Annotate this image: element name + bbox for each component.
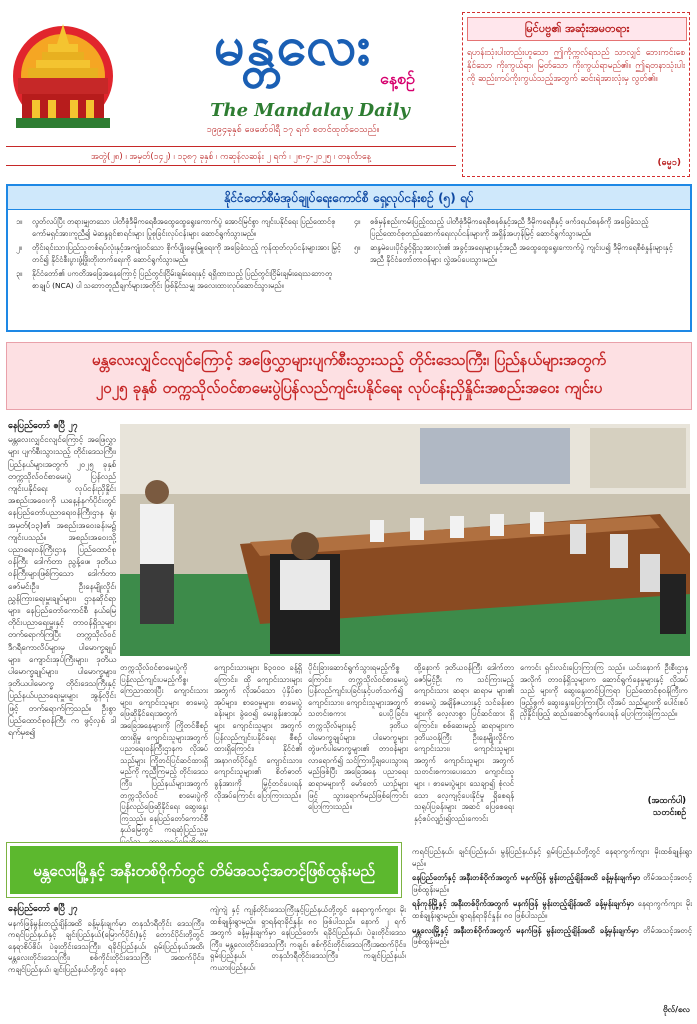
main-headline-line2: ၂၀၂၅ ခုနှစ် တက္ကသိုလ်ဝင်စာမေးပွဲပြန်လည်ကျင်းပနိုင်ရေး လုပ်ငန်းညှိနှိုင်းအစည်းအဝေး ကျင်းပ [95,379,603,397]
masthead-subtitle: နေ့စဉ် [380,69,415,88]
motto-body: ရဟန်းသုံးပါးတည်းဟူသော ဤကိုက္ကလ်ရသည် သာလျှင် ဘေးကင်းစေနိုင်သော ကိုးကွယ်ရာ၊ မြတ်သော ကိုးကွယ်ရာမည်၏။ ဤရတနာသုံးပါးကို ဆည်းကပ်ကိုးကွယ်သည့်အတွက် ဆင်းရဲအားလုံးမှ လွတ်၏။ [467,48,685,84]
objective-number: ၃။ [16,269,23,278]
weather-headline-text: မန္တလေးမြို့နှင့် အနီးတစ်ဝိုက်တွင် တိမ်အသင့်အတင့်ဖြစ်ထွန်းမည် [10,846,398,894]
objective-text: ဆန္ဒမဲပေးပိုင်ခွင့်ရှိသူအားလုံး၏ အခွင့်အရေးများနှင့်အညီ အထွေထွေရွေးကောက်ပွဲ ကျင်းပ၍ ဒီမိုကရေစီစံနှုန်းများနှင့်အညီ နိုင်ငံတော်တာဝန်များ လွှဲအပ်ပေးသွားမည်။ [370,243,673,264]
article2-p3-text: တိမ်အသင့်အတင့်ဖြစ်ထွန်းမည်။ [412,925,692,947]
objective-text: နိုင်ငံတော်၏ ပကတိအခြေအနေကြောင့် ပြည်တွင်းငြိမ်းချမ်းရေးနှင့် ရရှိထားသည့် ပြည်တွင်းငြိမ်းချမ်းရေးသဘောတူစာချုပ် (NCA) ပါ သဘောတူညီချက်များအတိုင်း ဖြစ်နိုင်သမျှ အလေးထားလုပ်ဆောင်သွားမည်။ [32,269,333,290]
main-headline [6,342,692,410]
objectives-box [6,184,692,332]
article2-p1-label: နေပြည်တော်နှင့် အနီးတစ်ဝိုက်အတွက် မနက်ဖြန် မွန်းတည့်ချိန်အထိ ခန့်မှန်းချက်မှာ [412,873,640,883]
objective-number: ၄။ [354,217,361,226]
article1-col1-text: မန္တလေးလျှင်ငလျင်ကြောင့် အဖြေလွှာများ ပျက်စီးသွားသည့် တိုင်းဒေသကြီး၊ ပြည်နယ်များအတွက် ၂၀၂၅ ခုနှစ် တက္ကသိုလ်ဝင်စာမေးပွဲ ပြန်လည်ကျင်းပနိုင်ရေး လုပ်ငန်းညှိနှိုင်းအစည်းအဝေးကို ယနေ့နံနက်ပိုင်းတွင် နေပြည်တော်ပညာရေးဝန်ကြီးဌာန ရုံး အမှတ်(၁၃)၏ အစည်းအဝေးခန်းမ၌ ကျင်းပသည်။ အစည်းအဝေးသို့ ပညာရေးဝန်ကြီးဌာန ပြည်ထောင်စုဝန်ကြီး ဒေါက်တာ ညွန့်ဖေ၊ ဒုတိယဝန်ကြီးများဖြစ်ကြသော ဒေါက်တာ ဇော်မင်းဦး၊ ဦးနေမျိုးလှိုင်၊ ညွှန်ကြားရေးမှူးချုပ်များ၊ ဌာနဆိုင်ရာများ၊ နေပြည်တော်ကောင်စီ နယ်မြေတိုင်းပညာရေးမှူးနှင့် တာဝန်ရှိသူများ တက်ရောက်ကြပြီး တက္ကသိုလ်ဝင် ဒီဂရီကောလိပ်များမှ ပါမောက္ခချုပ်များ၊ ကျောင်းအုပ်ကြီးများ၊ ဒုတိယပါမောက္ခချုပ်များ၊ ပါမောက္ခများ၊ ဒုတိယပါမောက္ခ တိုင်းဒေသကြီးနှင့် ပြည်နယ်ပညာရေးမှူးများ အွန်လိုင်းဖြင့် တက်ရောက်ကြသည်။ ဦးစွာ ပြည်ထောင်စုဝန်ကြီး က ဖွင့်လှစ် ဒါ ရက်မှစ၍ [8,435,116,738]
article2-dateline: နေပြည်တော် ဧပြီ ၂၇ [8,904,78,914]
article2-p2-label: ရန်ကုန်မြို့နှင့် အနီးတစ်ဝိုက်အတွက် မနက်ဖြန် မွန်းတည့်ချိန်အထိ ခန့်မှန်းချက်မှာ [412,899,634,909]
article2-continued: ဗိုလ်/စလ [663,1005,690,1014]
article1-column5: ထို့နောက် ဒုတိယဝန်ကြီး ဒေါက်တာ ဇော်မြင့်ဦး က သင်ကြားမည့် ကျောင်းသား ဆရာ၊ ဆရာမ များ၏ စာမေးပွဲ အချိန်ဇယားနှင့် သင်ခန်းစာများကို လေ့လာစွာ ပြင်ဆင်ထား ရှိကြောင်း၊ စစ်ဆေးမည့် ဆရာများက ဒုတိယဝန်ကြီး ဦးနေမျိုးလှိုင်က ကျောင်းသား၊ ကျောင်းသူများ အတွက် ကျောင်းသူများ အတွက် သတင်းစကားပေးသော ကျောင်းသူများ ၊ စာမေးပွဲများ သေချာ၍ စုံလင်သော လေ့ကျင့်ပေးနိုင်မှု ရှိစေရန် သရုပ်ပြခန်းများ အဆင် ပြေစေရေးနှင့်စပ်လျဉ်း၍လည်းကောင်း [414,663,514,823]
article2-p1-text: တိမ်အသင့်အတင့်ဖြစ်ထွန်းမည်။ [412,873,692,894]
article2-p3-label: မန္တလေးမြို့နှင့် အနီးတစ်ဝိုက်အတွက် မနက်ဖြန် မွန်းတည့်ချိန်အထိ ခန့်မှန်းချက်မှာ [412,925,639,935]
article2-col3-text: ကရင်ပြည်နယ်၊ ချင်းပြည်နယ်၊ မွန်ပြည်နယ်နှင့် ရှမ်းပြည်နယ်တို့တွင် နေရာကွက်ကျား မိုးထစ်ချုန်းရွာမည်။ [412,847,692,868]
objective-text: စစ်မှန်စည်းကမ်းပြည့်ဝသည့် ပါတီစုံဒီမိုကရေစီစနစ်နှင့်အညီ ဒီမိုကရေစီနှင့် ဖက်ဒရယ်စနစ်ကို အခြေခံသည့် ပြည်ထောင်စုတည်ဆောက်ရေးလုပ်ငန်းများကို အရှိန်အဟုန်မြင့် ဆောင်ရွက်သွားမည်။ [370,217,649,238]
article1-column4: ပိုင်းခြားဆောင်ရွက်သွားရမည့်ကိစ္စ ကြောင်း၊ တက္ကသိုလ်ဝင်စာမေးပွဲ ပြန်လည်ကျင်းပခြင်းနှင့်ပတ်သက်၍ ကျောင်းသား၊ ကျောင်းသူများအတွက် သတင်းစကား ပေးပို့ခြင်း၊ တက္ကသိုလ်များနှင့် ဒုတိယပါမောက္ခချုပ်များ၊ ပါမောက္ခများ တွဲဖက်ပါမောက္ခများ၏ တာဝန်များ လာရောက်၍ သင်ကြားပို့ချပေးသွားရမည်ဖြစ်ပြီး အခြေအနေ ပညာရေး ဆရာမများကို မော်တော် ယာဥ်များဖြင့် သွားရောက်မည်ဖြစ်ကြောင်း ပြောကြားသည်။ [308,663,408,812]
weather-headline [6,842,402,898]
article1-signature [614,796,686,836]
objective-text: တိုင်းရင်းသားပြည်သူတစ်ရပ်လုံးနှင့်အကျုံးဝင်သော စိုက်ပျိုးမွေးမြူရေးကို အခြေခံသည့် ကုန်ထုတ်လုပ်ငန်းများအား မြှင့်တင်၍ နိုင်ငံစီးပွားဖွံ့ဖြိုးတိုးတက်ရေးကို ဆောင်ရွက်သွားမည်။ [32,243,341,264]
masthead-title: မန္တလေး [213,13,373,77]
article1-signature-name: သတင်းစဉ် [653,808,686,818]
article1-signature-source: (အထက်ပါ) [647,796,686,806]
masthead-english-title: The Mandalay Daily [210,100,410,121]
motto-heading: မြင်ပဗ္ဗ၏ အဆုံးအမတရား [467,17,687,41]
article2-naypyitaw [412,872,692,895]
article1-column6: ကောင်း ရှင်းလင်းပြောကြားကြ သည်။ ယင်းနောက် ဦးစီးဌာန အလိုက် တာဝန်ရှိသူများက ဆောင်ရွက်နေမှုများနှင့် လိုအပ်သည် များကို ဆွေးနွေးတင်ပြကြရာ ပြည်ထောင်စုဝန်ကြီးက ဖြည့်စွက် ဆွေးနွေးပြောကြားပြီး လိုအပ် သည်များကို ပေါင်းစပ်ညှိနှိုင်းဖြည့် ဆည်းဆောင်ရွက်ပေးရန် ပြောကြားခဲ့ကြသည်။ [520,663,688,719]
article2-column2: ကျဲကျဲ နှင့် ကျန်တိုင်းဒေသကြီးနှင့်ပြည်နယ်တို့တွင် နေရာကွက်ကျား မိုးထစ်ချုန်းရွာမည်။ ရှာရန်ရာခိုင်နှုန်း ၈၀ ဖြစ်ပါသည်။ နောက် ၂ ရက်အတွက် ခန့်မှန်းချက်မှာ နေပြည်တော်၊ ရခိုင်ပြည်နယ်၊ ပဲခူးတိုင်းဒေသကြီး၊ မန္တလေးတိုင်းဒေသကြီး ကချင်၊ စစ်ကိုင်းတိုင်းဒေသကြီးအထက်ပိုင်း၊ ရှမ်းပြည်နယ်၊ တနင်္သာရီတိုင်းဒေသကြီး၊ ကချင်ပြည်နယ်၊ ကယားပြည်နယ်၊ [210,905,406,972]
motto-source: (ဓမ္မ၁) [657,158,681,168]
objective-item [354,216,682,239]
meeting-photo [120,424,690,656]
article1-column2: တက္ကသိုလ်ဝင်စာမေးပွဲကို ပြန်လည်ကျင်းပမည့်ကိစ္စ၊ ကြေညာထားပြီး ကျောင်းသားများ၊ ကျောင်းသူများ စာမေးပွဲ ဖြေဆိုနိုင်ရေးအတွက် အခြေအနေများကို ကြိုတင်စီစဉ်ထားရှိမှု ကျောင်းသူများအတွက် ပညာရေးဝန်ကြီးဌာနက လိုအပ်သည်များ ကြိုတင်ပြင်ဆင်ထားရှိမည်ကို ကူညီကြမည့် တိုင်းဒေသကြီး၊ ပြည်နယ်များအတွက် တက္ကသိုလ်ဝင် စာမေးပွဲကို ပြန်လည်ဖြေဆိုနိုင်ရေး ဆွေးနွေးကြသည်။ နေပြည်တော်ကောင်စီ နယ်မြေတွင် ကရဆုံပြည်သူ့မှ [120,663,208,835]
objectives-heading: နိုင်ငံတော်စီမံအုပ်ချုပ်ရေးကောင်စီ ရှေ့လုပ်ငန်းစဉ် (၅) ရပ် [8,186,690,210]
article1-dateline: နေပြည်တော် ဧပြီ ၂၇ [8,421,78,431]
article1-column3: ကျောင်းသားများ ၆၃၀၀၀ ခန့်ရှိကြောင်း၊ ထို ကျောင်းသားများ အတွက် လိုအပ်သော ပုံနှိပ်စာအုပ်များ၊ စာဝေမှုများ၊ စာမေးပွဲခန်းများ ခွဲဝေ၍ မေးခွန်းစာအုပ်များ ကျောင်းသူများ အတွက် ပြန်လည်ကျင်းပနိုင်ရေး စီစဉ်ထားရှိကြောင်း၊ နိုင်ငံ၏ အနာဂတ်ပိုင်ရှင် ကျောင်းသား၊ ကျောင်းသူများ၏ စိတ်ဓာတ်ခွန်အားကို မြှင့်တင်ပေးရန် လိုအပ်ကြောင်း ပြောကြားသည်။ [214,663,302,800]
masthead-tagline: ၁၉၉၄ခုနှစ် ဖေဖော်ဝါရီ ၁၇ ရက် စတင်ထုတ်ဝေသည်။ [206,125,380,135]
article2-mandalay [412,925,692,948]
article2-column1 [8,904,204,1024]
article2-column3 [412,846,692,1006]
main-headline-line1: မန္တလေးလျှင်ငလျင်ကြောင့် အဖြေလွှာများပျက်စီးသွားသည့် တိုင်းဒေသကြီး၊ ပြည်နယ်များအတွက် [91,351,607,369]
objective-item [16,216,342,239]
objective-number: ၂။ [16,243,22,252]
article2-p2-text: နေရာကွက်ကျား မိုးထစ်ချုန်းရွာမည်။ ရွာရန်ရာခိုင်နှုန်း ၈၀ ဖြစ်ပါသည်။ [412,899,692,920]
objectives-column-left [16,216,342,294]
objective-item [354,242,682,265]
article1-column1 [8,420,116,830]
issue-line: အတွဲ(၂၈) ၊ အမှတ်(၁၄၂) ၊ ၁၃၈၇ ခုနှစ် ၊ ကဆုန်လဆန်း ၂ ရက် ၊ ၂၈-၄-၂၀၂၅ ၊ တနင်္လာနေ့ [6,146,456,166]
objective-item [16,268,342,291]
buddha-motto-box [462,12,690,177]
objective-number: ၅။ [354,243,361,252]
article2-col1-text: မနက်ဖြန်မွန်းတည့်ချိန်အထိ ခန့်မှန်းချက်မှာ တနင်္သာရီတိုင်း ဒေသကြီး၊ ကရင်ပြည်နယ်နှင့် ချင်းပြည်နယ်(မြောက်ပိုင်း)နှင့် တောင်ပိုင်းတို့တွင် နေရာစိပ်စိပ်၊ ပဲခူးတိုင်းဒေသကြီး၊ ရခိုင်ပြည်နယ်၊ ရှမ်းပြည်နယ်အထိ၊ မန္တလေးတိုင်းဒေသကြီး၊ စစ်ကိုင်းတိုင်းဒေသကြီး အထက်ပိုင်း၊ ကချင်ပြည်နယ်၊ ချင်းပြည်နယ်တို့တွင် နေရာ [8,918,204,974]
article2-yangon [412,898,692,921]
palace-logo-icon [8,14,118,132]
objectives-column-right [354,216,682,268]
objective-item [16,242,342,265]
objective-text: လွတ်လပ်ပြီး တရားမျှတသော ပါတီစုံဒီမိုကရေစီအထွေထွေရွေးကောက်ပွဲ အောင်မြင်စွာ ကျင်းပနိုင်ရေး ပြည်ထောင်စုကော်မရှင်အားကူညီ၍ မဲဆန္ဒရှင်စာရင်းများ ပြုစုခြင်းလုပ်ငန်းများ ဆောင်ရွက်သွားမည်။ [32,217,336,238]
objective-number: ၁။ [16,217,23,226]
